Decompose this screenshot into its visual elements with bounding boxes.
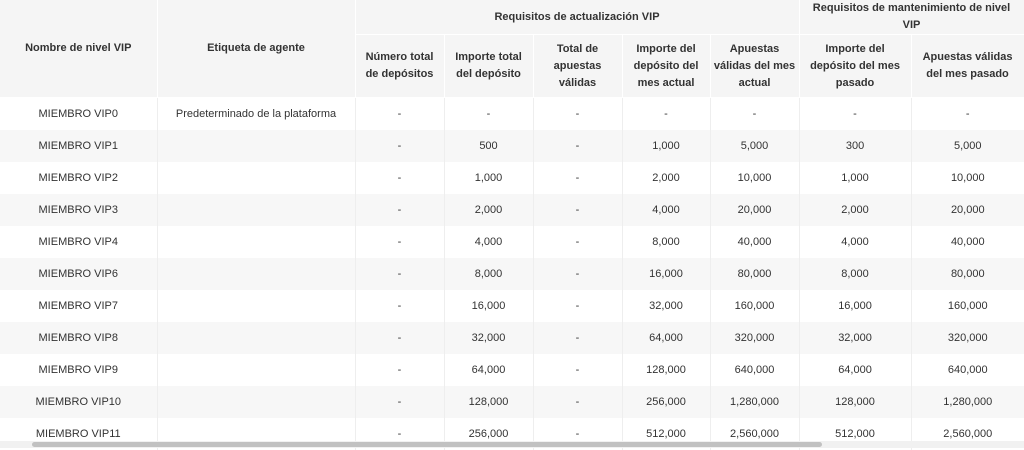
- table-row: [0, 258, 1024, 290]
- cell-current-month-deposit: 32,000: [622, 290, 710, 322]
- header-maintenance-requirements: Requisitos de mantenimiento de nivel VIP: [799, 0, 1024, 35]
- cell-total-valid-bets: -: [533, 418, 622, 450]
- cell-total-deposits-count: -: [355, 386, 444, 418]
- cell-current-month-deposit: 16,000: [622, 258, 710, 290]
- cell-current-month-valid-bets: 40,000: [710, 226, 799, 258]
- cell-current-month-valid-bets: 640,000: [710, 354, 799, 386]
- table-row: [0, 226, 1024, 258]
- table-header: [0, 0, 1024, 98]
- cell-last-month-valid-bets: 5,000: [911, 130, 1024, 162]
- cell-total-deposits-count: -: [355, 354, 444, 386]
- cell-last-month-deposit: 128,000: [799, 386, 911, 418]
- cell-total-deposits-count: -: [355, 130, 444, 162]
- cell-last-month-valid-bets: 20,000: [911, 194, 1024, 226]
- table-row: [0, 162, 1024, 194]
- cell-total-deposits-count: -: [355, 98, 444, 131]
- cell-current-month-deposit: 8,000: [622, 226, 710, 258]
- cell-total-valid-bets: -: [533, 290, 622, 322]
- cell-total-deposits-count: -: [355, 418, 444, 450]
- cell-level-name: MIEMBRO VIP11: [0, 418, 157, 450]
- cell-current-month-deposit: 2,000: [622, 162, 710, 194]
- cell-total-deposits-count: -: [355, 258, 444, 290]
- cell-current-month-valid-bets: 320,000: [710, 322, 799, 354]
- header-last-month-valid-bets: Apuestas válidas del mes pasado: [911, 35, 1024, 98]
- cell-total-valid-bets: -: [533, 226, 622, 258]
- cell-total-deposit-amount: 2,000: [444, 194, 533, 226]
- header-agent-tag: Etiqueta de agente: [157, 0, 355, 98]
- cell-level-name: MIEMBRO VIP9: [0, 354, 157, 386]
- scrollbar-thumb[interactable]: [32, 442, 822, 447]
- cell-total-deposit-amount: 8,000: [444, 258, 533, 290]
- cell-level-name: MIEMBRO VIP10: [0, 386, 157, 418]
- cell-total-valid-bets: -: [533, 322, 622, 354]
- cell-last-month-valid-bets: -: [911, 98, 1024, 131]
- table-row: [0, 194, 1024, 226]
- cell-last-month-deposit: 64,000: [799, 354, 911, 386]
- table-row: [0, 98, 1024, 131]
- cell-level-name: MIEMBRO VIP6: [0, 258, 157, 290]
- cell-agent-tag: [157, 258, 355, 290]
- header-upgrade-requirements: Requisitos de actualización VIP: [355, 0, 799, 35]
- table-row: [0, 354, 1024, 386]
- header-total-deposits-count: Número total de depósitos: [355, 35, 444, 98]
- cell-last-month-valid-bets: 2,560,000: [911, 418, 1024, 450]
- table-body: [0, 98, 1024, 450]
- cell-agent-tag: [157, 226, 355, 258]
- cell-total-deposits-count: -: [355, 322, 444, 354]
- cell-current-month-deposit: 4,000: [622, 194, 710, 226]
- cell-last-month-valid-bets: 80,000: [911, 258, 1024, 290]
- cell-total-deposit-amount: 500: [444, 130, 533, 162]
- cell-current-month-valid-bets: 160,000: [710, 290, 799, 322]
- cell-total-deposit-amount: 64,000: [444, 354, 533, 386]
- cell-last-month-valid-bets: 1,280,000: [911, 386, 1024, 418]
- cell-current-month-deposit: -: [622, 98, 710, 131]
- cell-total-deposits-count: -: [355, 290, 444, 322]
- cell-current-month-deposit: 64,000: [622, 322, 710, 354]
- cell-agent-tag: [157, 290, 355, 322]
- cell-last-month-deposit: -: [799, 98, 911, 131]
- cell-last-month-deposit: 512,000: [799, 418, 911, 450]
- cell-agent-tag: [157, 354, 355, 386]
- header-total-deposit-amount: Importe total del depósito: [444, 35, 533, 98]
- table-row: [0, 130, 1024, 162]
- cell-total-valid-bets: -: [533, 258, 622, 290]
- cell-last-month-deposit: 300: [799, 130, 911, 162]
- table-row: [0, 290, 1024, 322]
- header-current-month-deposit: Importe del depósito del mes actual: [622, 35, 710, 98]
- table-row: [0, 322, 1024, 354]
- cell-last-month-valid-bets: 640,000: [911, 354, 1024, 386]
- cell-level-name: MIEMBRO VIP7: [0, 290, 157, 322]
- cell-current-month-deposit: 256,000: [622, 386, 710, 418]
- header-last-month-deposit: Importe del depósito del mes pasado: [799, 35, 911, 98]
- cell-last-month-valid-bets: 320,000: [911, 322, 1024, 354]
- cell-last-month-valid-bets: 160,000: [911, 290, 1024, 322]
- cell-agent-tag: Predeterminado de la plataforma: [157, 98, 355, 131]
- cell-level-name: MIEMBRO VIP1: [0, 130, 157, 162]
- cell-level-name: MIEMBRO VIP2: [0, 162, 157, 194]
- cell-current-month-valid-bets: 5,000: [710, 130, 799, 162]
- cell-total-valid-bets: -: [533, 130, 622, 162]
- horizontal-scrollbar[interactable]: [0, 441, 1024, 448]
- header-current-month-valid-bets: Apuestas válidas del mes actual: [710, 35, 799, 98]
- cell-last-month-valid-bets: 10,000: [911, 162, 1024, 194]
- cell-last-month-deposit: 2,000: [799, 194, 911, 226]
- cell-last-month-deposit: 4,000: [799, 226, 911, 258]
- header-total-valid-bets: Total de apuestas válidas: [533, 35, 622, 98]
- cell-total-deposit-amount: 1,000: [444, 162, 533, 194]
- cell-current-month-deposit: 128,000: [622, 354, 710, 386]
- cell-current-month-valid-bets: 20,000: [710, 194, 799, 226]
- cell-total-deposit-amount: 4,000: [444, 226, 533, 258]
- cell-total-valid-bets: -: [533, 98, 622, 131]
- cell-current-month-valid-bets: 10,000: [710, 162, 799, 194]
- cell-total-deposits-count: -: [355, 162, 444, 194]
- cell-total-deposit-amount: 128,000: [444, 386, 533, 418]
- cell-total-deposits-count: -: [355, 194, 444, 226]
- cell-total-deposit-amount: 32,000: [444, 322, 533, 354]
- cell-total-deposit-amount: 256,000: [444, 418, 533, 450]
- cell-total-valid-bets: -: [533, 162, 622, 194]
- cell-last-month-valid-bets: 40,000: [911, 226, 1024, 258]
- cell-agent-tag: [157, 194, 355, 226]
- cell-current-month-deposit: 512,000: [622, 418, 710, 450]
- cell-current-month-deposit: 1,000: [622, 130, 710, 162]
- cell-level-name: MIEMBRO VIP3: [0, 194, 157, 226]
- cell-last-month-deposit: 32,000: [799, 322, 911, 354]
- cell-total-valid-bets: -: [533, 194, 622, 226]
- cell-current-month-valid-bets: 80,000: [710, 258, 799, 290]
- cell-agent-tag: [157, 386, 355, 418]
- cell-current-month-valid-bets: 2,560,000: [710, 418, 799, 450]
- cell-agent-tag: [157, 162, 355, 194]
- cell-agent-tag: [157, 322, 355, 354]
- cell-level-name: MIEMBRO VIP8: [0, 322, 157, 354]
- cell-current-month-valid-bets: 1,280,000: [710, 386, 799, 418]
- cell-agent-tag: [157, 130, 355, 162]
- cell-total-deposit-amount: -: [444, 98, 533, 131]
- cell-last-month-deposit: 8,000: [799, 258, 911, 290]
- cell-level-name: MIEMBRO VIP4: [0, 226, 157, 258]
- cell-level-name: MIEMBRO VIP0: [0, 98, 157, 131]
- cell-current-month-valid-bets: -: [710, 98, 799, 131]
- cell-total-deposits-count: -: [355, 226, 444, 258]
- table-row: [0, 386, 1024, 418]
- header-level-name: Nombre de nivel VIP: [0, 0, 157, 98]
- cell-last-month-deposit: 1,000: [799, 162, 911, 194]
- cell-total-valid-bets: -: [533, 386, 622, 418]
- cell-total-valid-bets: -: [533, 354, 622, 386]
- cell-total-deposit-amount: 16,000: [444, 290, 533, 322]
- cell-last-month-deposit: 16,000: [799, 290, 911, 322]
